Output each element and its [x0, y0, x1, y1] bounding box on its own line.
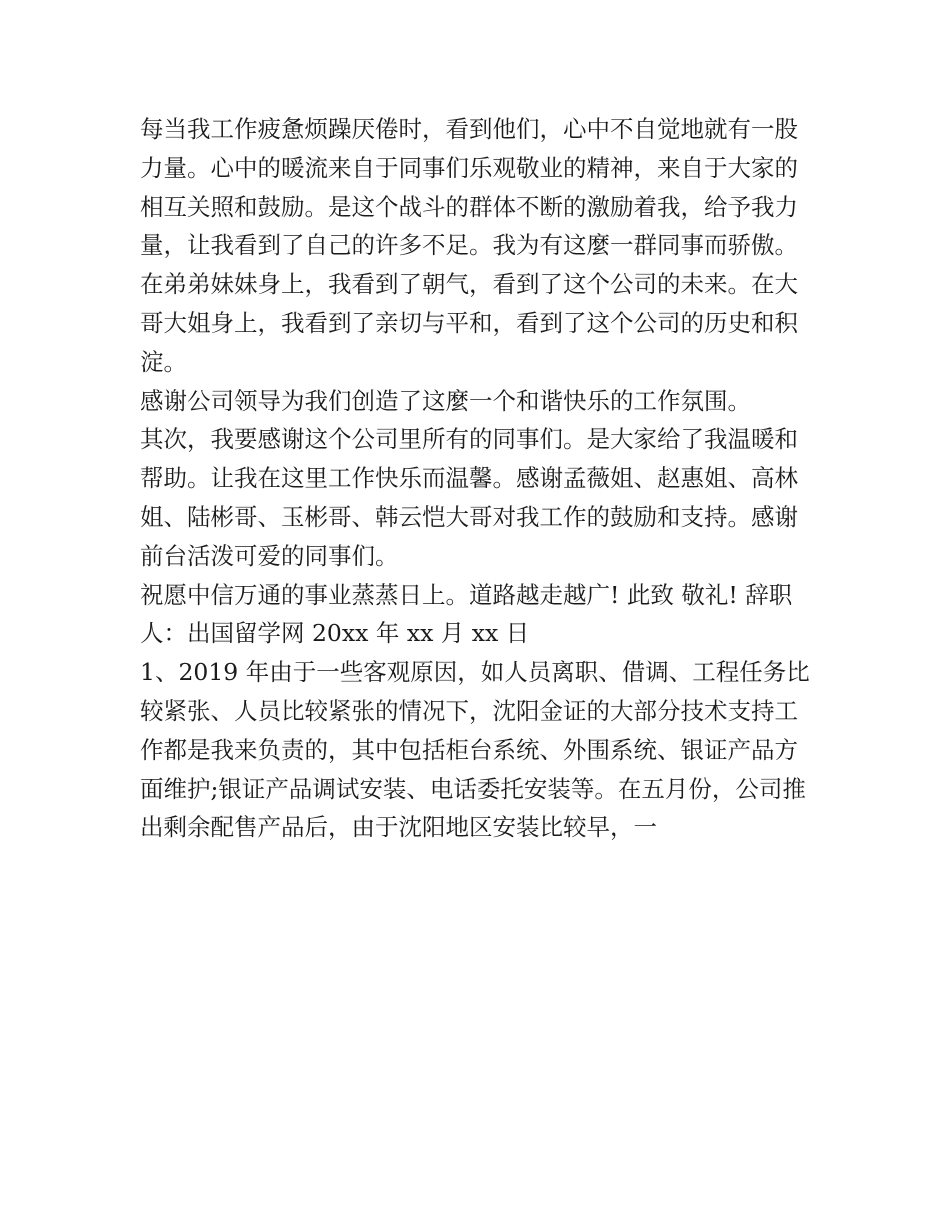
paragraph-work-summary: 1、2019 年由于一些客观原因，如人员离职、借调、工程任务比较紧张、人员比较紧张的情况下，沈阳金证的大部分技术支持工作都是我来负责的，其中包括柜台系统、外围系统、银证产品方面维护;银证产品调试安装、电话委托安装等。在五月份，公司推出剩余配售产品后，由于沈阳地区安装比较早，一	[140, 658, 810, 842]
paragraph-thanks-leaders: 感谢公司领导为我们创造了这麼一个和谐快乐的工作氛围。	[140, 386, 751, 415]
paragraph-closing-signature: 祝愿中信万通的事业蒸蒸日上。道路越走越广! 此致 敬礼! 辞职人：出国留学网 20xx 年 xx 月 xx 日	[140, 580, 793, 648]
paragraph-siblings-elders: 在弟弟妹妹身上，我看到了朝气，看到了这个公司的未来。在大哥大姐身上，我看到了亲切与平和，看到了这个公司的历史和积淀。	[140, 270, 798, 376]
paragraph-colleagues-strength: 每当我工作疲惫烦躁厌倦时，看到他们，心中不自觉地就有一股力量。心中的暖流来自于同事们乐观敬业的精神，来自于大家的相互关照和鼓励。是这个战斗的群体不断的激励着我，给予我力量，让我看到了自己的许多不足。我为有这麼一群同事而骄傲。	[140, 115, 798, 260]
document-body	[140, 110, 820, 847]
paragraph-thanks-colleagues: 其次，我要感谢这个公司里所有的同事们。是大家给了我温暖和帮助。让我在这里工作快乐而温馨。感谢孟薇姐、赵惠姐、高林姐、陆彬哥、玉彬哥、韩云恺大哥对我工作的鼓励和支持。感谢前台活泼可爱的同事们。	[140, 425, 798, 570]
